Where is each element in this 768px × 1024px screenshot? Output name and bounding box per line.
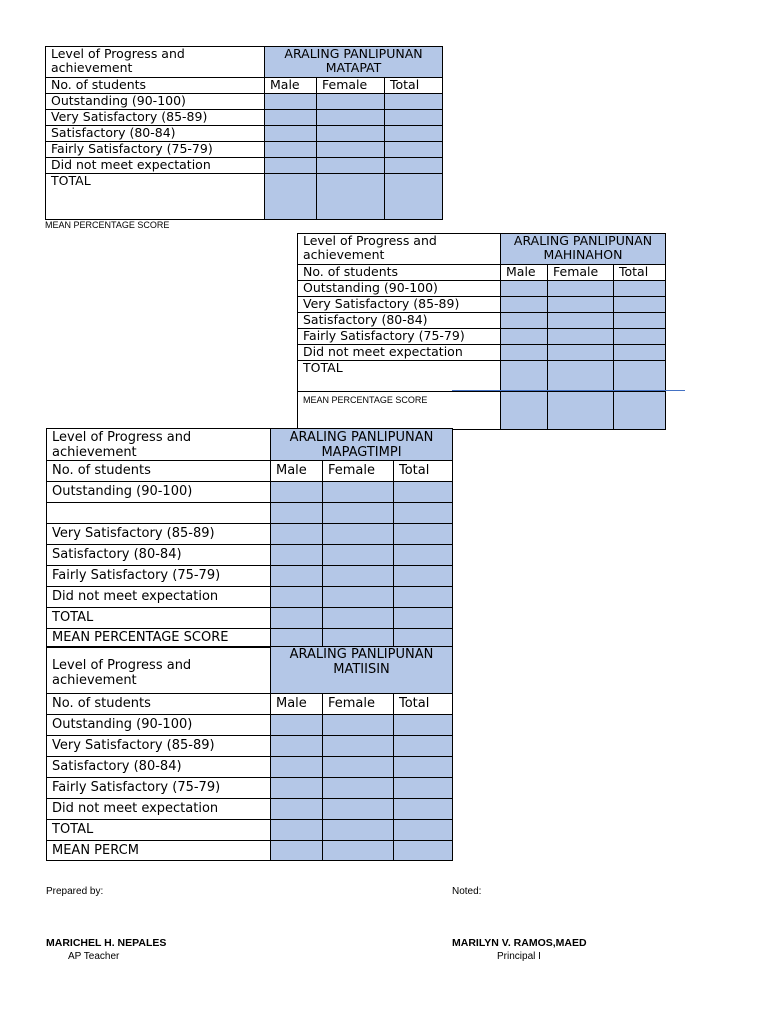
matiisin-table [46, 646, 453, 861]
male-cell[interactable] [271, 799, 323, 820]
male-cell[interactable] [501, 281, 548, 297]
row-label: TOTAL [47, 608, 271, 629]
male-cell[interactable] [271, 524, 323, 545]
row-label: Satisfactory (80-84) [47, 757, 271, 778]
female-cell[interactable] [317, 110, 385, 126]
female-header: Female [323, 694, 394, 715]
male-cell[interactable] [271, 736, 323, 757]
row-label: TOTAL [47, 820, 271, 841]
matapat-table [45, 46, 443, 220]
total-cell[interactable] [614, 297, 666, 313]
male-cell[interactable] [271, 778, 323, 799]
female-cell[interactable] [323, 566, 394, 587]
subject-header: ARALING PANLIPUNAN MATAPAT [265, 47, 443, 78]
female-cell[interactable] [317, 158, 385, 174]
female-cell[interactable] [323, 757, 394, 778]
total-cell[interactable] [614, 281, 666, 297]
male-cell[interactable] [265, 158, 317, 174]
female-cell[interactable] [317, 126, 385, 142]
total-header: Total [394, 461, 453, 482]
female-cell[interactable] [323, 736, 394, 757]
male-cell[interactable] [265, 174, 317, 220]
male-cell[interactable] [265, 126, 317, 142]
male-cell[interactable] [271, 545, 323, 566]
row-label: TOTAL [298, 361, 501, 392]
row-label: Very Satisfactory (85-89) [47, 736, 271, 757]
total-cell[interactable] [614, 329, 666, 345]
female-cell[interactable] [317, 174, 385, 220]
female-cell[interactable] [323, 820, 394, 841]
total-cell[interactable] [394, 482, 453, 503]
preparer-name: MARICHEL H. NEPALES [46, 937, 167, 949]
total-cell[interactable] [394, 736, 453, 757]
female-cell[interactable] [548, 313, 614, 329]
total-cell[interactable] [394, 757, 453, 778]
row-label: MEAN PERCM [47, 841, 271, 861]
total-cell[interactable] [394, 841, 453, 861]
row-label: Outstanding (90-100) [47, 715, 271, 736]
female-cell[interactable] [323, 608, 394, 629]
total-cell[interactable] [614, 361, 666, 392]
total-cell[interactable] [394, 820, 453, 841]
male-cell[interactable] [271, 503, 323, 524]
row-label: Very Satisfactory (85-89) [298, 297, 501, 313]
row-label: Very Satisfactory (85-89) [47, 524, 271, 545]
row-label: Fairly Satisfactory (75-79) [46, 142, 265, 158]
total-cell[interactable] [385, 142, 443, 158]
female-cell[interactable] [323, 778, 394, 799]
male-header: Male [271, 694, 323, 715]
female-cell[interactable] [323, 841, 394, 861]
row-label: MEAN PERCENTAGE SCORE [47, 629, 271, 648]
male-cell[interactable] [271, 629, 323, 648]
header-label: Level of Progress and achievement [47, 429, 271, 461]
row-label: Very Satisfactory (85-89) [46, 110, 265, 126]
female-cell[interactable] [548, 297, 614, 313]
row-label: TOTAL [46, 174, 265, 220]
total-cell[interactable] [614, 392, 666, 430]
female-header: Female [323, 461, 394, 482]
male-cell[interactable] [501, 392, 548, 430]
male-cell[interactable] [271, 715, 323, 736]
female-cell[interactable] [548, 361, 614, 392]
male-cell[interactable] [271, 608, 323, 629]
header-label: Level of Progress and achievement [298, 234, 501, 265]
female-cell[interactable] [323, 629, 394, 648]
header-label: Level of Progress and achievement [46, 47, 265, 78]
mean-percentage-label: MEAN PERCENTAGE SCORE [298, 392, 501, 430]
total-cell[interactable] [394, 503, 453, 524]
no-students-label: No. of students [47, 694, 271, 715]
female-cell[interactable] [548, 392, 614, 430]
male-cell[interactable] [265, 142, 317, 158]
total-cell[interactable] [394, 524, 453, 545]
male-cell[interactable] [501, 329, 548, 345]
row-label: Fairly Satisfactory (75-79) [47, 566, 271, 587]
no-students-label: No. of students [46, 78, 265, 94]
header-label: Level of Progress and achievement [47, 647, 271, 694]
row-label: Did not meet expectation [47, 799, 271, 820]
preparer-title: AP Teacher [68, 951, 120, 962]
total-cell[interactable] [394, 545, 453, 566]
female-cell[interactable] [548, 345, 614, 361]
subject-header: ARALING PANLIPUNAN MAPAGTIMPI [271, 429, 453, 461]
row-label: Fairly Satisfactory (75-79) [298, 329, 501, 345]
total-header: Total [614, 265, 666, 281]
male-header: Male [271, 461, 323, 482]
row-label: Outstanding (90-100) [47, 482, 271, 503]
mahinahon-table [297, 233, 666, 430]
female-cell[interactable] [323, 524, 394, 545]
total-cell[interactable] [394, 566, 453, 587]
blue-rule-line [452, 390, 685, 391]
noter-title: Principal I [497, 951, 541, 962]
total-cell[interactable] [385, 94, 443, 110]
row-label: Satisfactory (80-84) [46, 126, 265, 142]
no-students-label: No. of students [298, 265, 501, 281]
female-cell[interactable] [323, 503, 394, 524]
row-label: Outstanding (90-100) [298, 281, 501, 297]
mapagtimpi-table [46, 428, 453, 648]
total-cell[interactable] [394, 608, 453, 629]
total-cell[interactable] [614, 313, 666, 329]
female-cell[interactable] [323, 799, 394, 820]
female-cell[interactable] [548, 329, 614, 345]
row-label: Satisfactory (80-84) [47, 545, 271, 566]
male-header: Male [501, 265, 548, 281]
female-header: Female [317, 78, 385, 94]
total-cell[interactable] [385, 174, 443, 220]
female-cell[interactable] [317, 94, 385, 110]
female-cell[interactable] [323, 715, 394, 736]
row-label: Outstanding (90-100) [46, 94, 265, 110]
row-label: Did not meet expectation [298, 345, 501, 361]
mean-percentage-label: MEAN PERCENTAGE SCORE [45, 220, 170, 230]
female-cell[interactable] [323, 545, 394, 566]
row-label: Fairly Satisfactory (75-79) [47, 778, 271, 799]
total-cell[interactable] [385, 126, 443, 142]
subject-header: ARALING PANLIPUNAN MATIISIN [271, 647, 453, 694]
total-cell[interactable] [394, 799, 453, 820]
male-header: Male [265, 78, 317, 94]
subject-header: ARALING PANLIPUNAN MAHINAHON [501, 234, 666, 265]
male-cell[interactable] [265, 110, 317, 126]
male-cell[interactable] [501, 297, 548, 313]
female-cell[interactable] [323, 587, 394, 608]
male-cell[interactable] [271, 566, 323, 587]
total-cell[interactable] [394, 629, 453, 648]
female-cell[interactable] [548, 281, 614, 297]
total-cell[interactable] [394, 587, 453, 608]
female-header: Female [548, 265, 614, 281]
total-header: Total [385, 78, 443, 94]
total-cell[interactable] [385, 110, 443, 126]
male-cell[interactable] [271, 841, 323, 861]
male-cell[interactable] [271, 482, 323, 503]
row-label [47, 503, 271, 524]
row-label: Satisfactory (80-84) [298, 313, 501, 329]
noter-name: MARILYN V. RAMOS,MAED [452, 937, 587, 949]
noted-label: Noted: [452, 886, 482, 897]
male-cell[interactable] [271, 820, 323, 841]
female-cell[interactable] [323, 482, 394, 503]
total-cell[interactable] [394, 778, 453, 799]
prepared-by-label: Prepared by: [46, 886, 104, 897]
male-cell[interactable] [501, 361, 548, 392]
male-cell[interactable] [271, 587, 323, 608]
total-cell[interactable] [394, 715, 453, 736]
row-label: Did not meet expectation [47, 587, 271, 608]
total-header: Total [394, 694, 453, 715]
male-cell[interactable] [265, 94, 317, 110]
male-cell[interactable] [501, 345, 548, 361]
female-cell[interactable] [317, 142, 385, 158]
no-students-label: No. of students [47, 461, 271, 482]
total-cell[interactable] [614, 345, 666, 361]
male-cell[interactable] [501, 313, 548, 329]
male-cell[interactable] [271, 757, 323, 778]
row-label: Did not meet expectation [46, 158, 265, 174]
total-cell[interactable] [385, 158, 443, 174]
